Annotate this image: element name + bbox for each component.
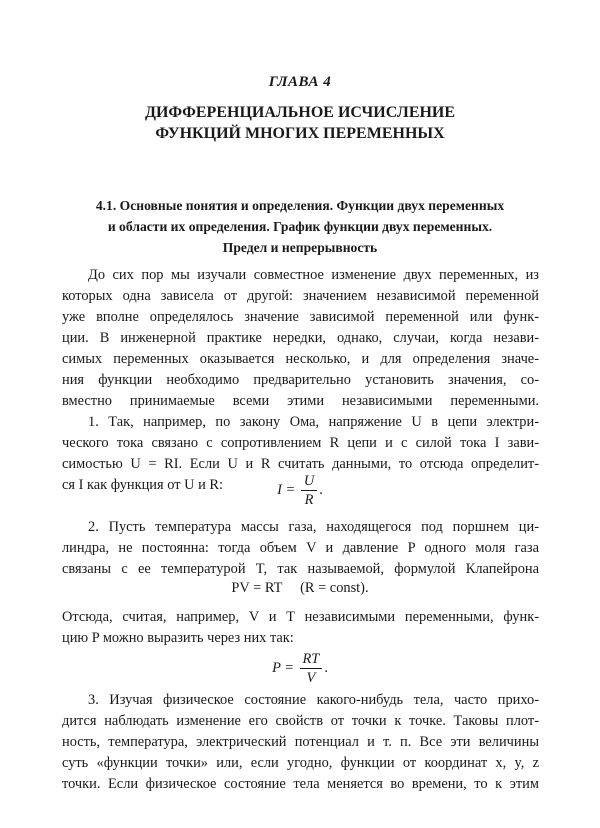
text-line: ческого тока связано с сопротивлением R цепи и с силой тока I зави- xyxy=(62,435,539,451)
formula-pressure xyxy=(0,650,600,687)
text-line: ния функции необходимо предварительно установить значения, со- xyxy=(62,372,539,388)
text-line: Отсюда, считая, например, V и T независимыми переменными, функ- xyxy=(62,609,539,625)
text-line: дится наблюдать изменение его свойств от точки к точке. Таковы плот- xyxy=(62,713,539,729)
formula-end: . xyxy=(324,659,328,676)
fraction-denominator: R xyxy=(304,492,314,508)
section-heading-line: Предел и непрерывность xyxy=(222,240,378,255)
chapter-title-line: ФУНКЦИЙ МНОГИХ ПЕРЕМЕННЫХ xyxy=(155,125,445,142)
text-line: уже вполне определялось значение зависимой переменной или функ- xyxy=(62,309,539,325)
chapter-label: ГЛАВА 4 xyxy=(268,74,332,90)
formula-clapeyron: PV = RT (R = const). xyxy=(231,580,369,596)
paragraph-gas xyxy=(62,517,539,580)
section-heading xyxy=(0,195,600,258)
text-line: цию P можно выразить через них так: xyxy=(62,630,294,646)
text-line: ции. В инженерной практике нередки, однако, случаи, когда незави- xyxy=(62,330,539,346)
text-line: 1. Так, например, по закону Ома, напряжение U в цепи электри- xyxy=(88,414,539,430)
formula-end: . xyxy=(319,481,323,498)
section-heading-line: и области их определения. График функции двух переменных. xyxy=(107,219,493,234)
chapter-title-line: ДИФФЕРЕНЦИАЛЬНОЕ ИСЧИСЛЕНИЕ xyxy=(144,104,456,121)
text-line: ность, температура, электрический потенциал и т. п. Все эти величины xyxy=(62,734,539,750)
fraction-numerator: RT xyxy=(300,650,323,669)
text-line: До сих пор мы изучали совместное изменение двух переменных, из xyxy=(88,267,539,283)
formula-ohm xyxy=(0,472,600,509)
text-line: 2. Пусть температура массы газа, находящегося под поршнем ци- xyxy=(88,519,539,535)
paragraph-express xyxy=(62,607,539,649)
fraction-numerator: U xyxy=(301,472,317,491)
text-line: которых одна зависела от другой: значением независимой переменной xyxy=(62,288,539,304)
text-line: точки. Если физическое состояние тела меняется во времени, то к этим xyxy=(62,776,539,792)
formula-lhs: P = xyxy=(272,659,294,676)
formula-lhs: I = xyxy=(277,481,296,498)
text-line: симостью U = RI. Если U и R считать данными, то отсюда определит- xyxy=(62,456,539,472)
fraction xyxy=(301,472,317,509)
text-line: ся I как функция от U и R: xyxy=(62,477,223,493)
text-line: суть «функции точки» или, если угодно, функции от координат x, y, z xyxy=(62,755,539,771)
text-line: связаны с ее температурой T, так называемой, формулой Клапейрона xyxy=(62,561,539,577)
chapter-title xyxy=(0,102,600,144)
text-line: симых переменных оказывается несколько, и для определения значе- xyxy=(62,351,539,367)
text-line: вместно принимаемые всеми этими независимыми переменными. xyxy=(62,393,539,409)
text-line: линдра, не постоянна: тогда объем V и давление P одного моля газа xyxy=(62,540,539,556)
paragraph-intro xyxy=(62,265,539,412)
fraction-denominator: V xyxy=(306,670,316,686)
text-line: 3. Изучая физическое состояние какого-нибудь тела, часто прихо- xyxy=(88,692,539,708)
section-heading-line: 4.1. Основные понятия и определения. Функции двух переменных xyxy=(95,198,505,213)
fraction xyxy=(300,650,323,687)
paragraph-physical xyxy=(62,690,539,795)
